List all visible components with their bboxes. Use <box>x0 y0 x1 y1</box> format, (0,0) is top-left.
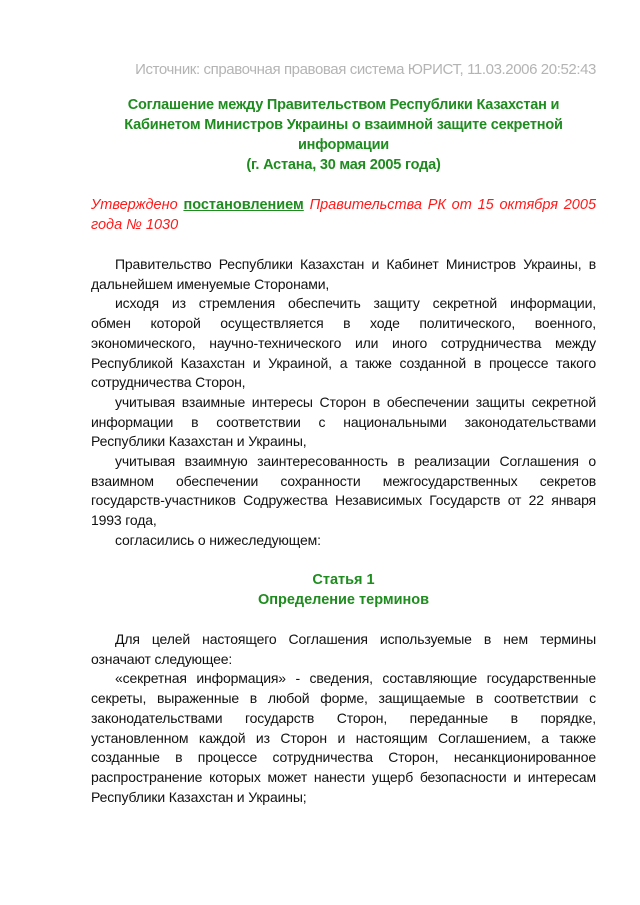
article-text <box>91 630 596 807</box>
text-line: распространение которых может нанести ущерб безопасности и интересам <box>91 768 596 785</box>
title-line: Кабинетом Министров Украины о взаимной защите секретной <box>124 117 563 133</box>
approval-note <box>91 195 596 235</box>
text-line: учитывая взаимную заинтересованность в реализации Соглашения о <box>115 453 596 470</box>
text-line: означают следующее: <box>91 650 233 667</box>
text-line: Правительство Республики Казахстан и Кабинет Министров Украины, в <box>115 256 596 272</box>
article-heading <box>91 570 596 610</box>
text-line: Республики Казахстан и Украины, <box>91 433 307 450</box>
source-line: Источник: справочная правовая система ЮРИСТ, 11.03.2006 20:52:43 <box>135 61 596 78</box>
document-title <box>91 95 596 175</box>
title-line: информации <box>297 137 390 153</box>
text-line: обмен которой осуществляется в ходе политического, военного, <box>91 315 596 332</box>
text-line: исходя из стремления обеспечить защиту секретной информации, <box>115 295 596 312</box>
text-line: дальнейшем именуемые Сторонами, <box>91 275 330 292</box>
text-line: созданные в процессе сотрудничества Сторон, несанкционированное <box>91 749 596 766</box>
text-line: «секретная информация» - сведения, составляющие государственные <box>115 670 596 687</box>
text-line: Для целей настоящего Соглашения используемые в нем термины <box>115 631 596 647</box>
approval-rest: Правительства РК от 15 октября 2005 <box>309 197 597 213</box>
approval-number: года № 1030 <box>91 217 179 233</box>
text-line: сотрудничества Сторон, <box>91 374 246 391</box>
text-line: взаимном обеспечении сохранности межгосударственных секретов <box>91 472 596 489</box>
resolution-link[interactable]: постановлением <box>183 197 304 213</box>
text-line: учитывая взаимные интересы Сторон в обеспечении защиты секретной <box>115 393 596 410</box>
text-line: установленном каждой из Сторон и настоящим Соглашением, а также <box>91 729 596 746</box>
preamble <box>91 255 596 551</box>
text-line: согласились о нижеследующем: <box>115 531 321 548</box>
text-line: информации в соответствии с национальными законодательствами <box>91 413 596 430</box>
text-line: государств-участников Содружества Независимых Государств от 22 января <box>91 492 596 509</box>
article-number: Статья 1 <box>312 572 375 588</box>
approval-prefix: Утверждено <box>91 197 178 213</box>
text-line: секреты, выраженные в любой форме, защищаемые в соответствии с <box>91 690 596 707</box>
text-line: Республики Казахстан и Украины; <box>91 788 307 805</box>
text-line: Республикой Казахстан и Украиной, а также созданной в процессе такого <box>91 354 596 371</box>
title-line: Соглашение между Правительством Республики Казахстан и <box>127 97 560 113</box>
text-line: законодательствами государств Сторон, переданные в порядке, <box>91 709 596 726</box>
text-line: экономического, научно-технического или иного сотрудничества между <box>91 334 596 351</box>
article-title: Определение терминов <box>257 592 430 608</box>
title-date: (г. Астана, 30 мая 2005 года) <box>246 157 441 173</box>
text-line: 1993 года, <box>91 512 157 529</box>
